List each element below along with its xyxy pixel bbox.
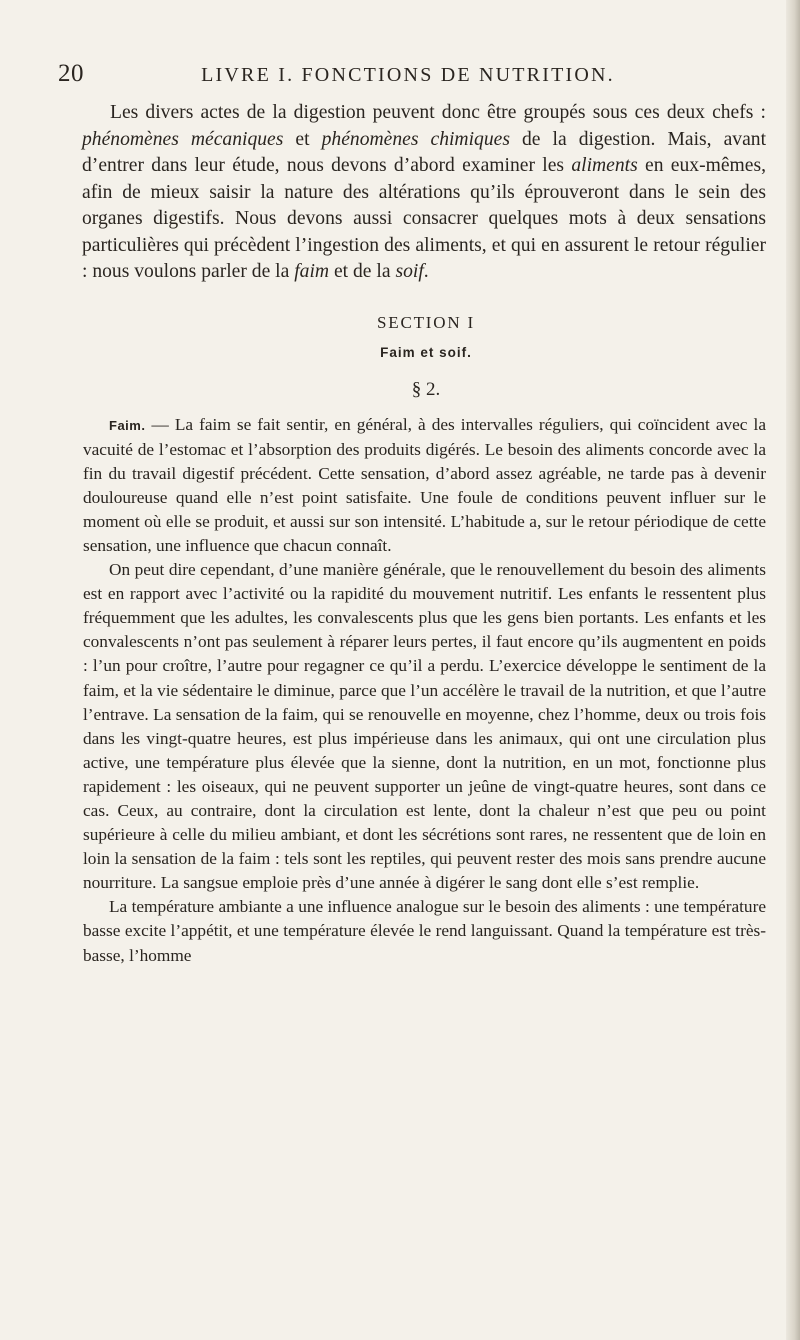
page-number: 20 (58, 60, 84, 87)
term-chemical: phénomènes chimiques (321, 128, 510, 150)
term-soif: soif (395, 261, 424, 282)
paragraph-faim-text: — La faim se fait sentir, en général, à des intervalles réguliers, qui coïncident avec la vacuité de l’estomac et l’absorption des produits digérés. Le besoin des aliments concorde avec la fin du travail digestif précédent. Cette sensation, d’abord assez agréable, ne tarde pas à devenir douloureuse quand elle n’est point satisfaite. Une foule de conditions peuvent influer sur le moment où elle se produit, et aussi sur son intensité. L’habitude a, sur le retour périodique de cette sensation, une influence que chacun connaît. (83, 414, 766, 555)
paragraph-faim (83, 413, 766, 559)
intro-text (82, 100, 766, 286)
intro-text-3: de la digestion. Mais, avant d’entrer dans leur étude, nous devons d’abord examiner les (82, 128, 767, 176)
page-header (58, 58, 758, 94)
intro-text-1: Les divers actes de la digestion peuvent donc être groupés sous ces deux chefs : (110, 102, 766, 123)
section-subtitle: Faim et soif. (380, 344, 472, 360)
intro-text-4: en eux-mêmes, afin de mieux saisir la nature des altérations qu’ils éprouveront dans le sein des organes digestifs. Nous devons aussi consacrer quelques mots à deux sensations particulières qui précèdent l’ingestion des aliments, et qui en assurent le retour régulier : nous voulons parler de la (82, 155, 766, 282)
term-faim: faim (294, 261, 330, 282)
term-aliments: aliments (571, 155, 638, 176)
main-text (83, 413, 766, 968)
intro-text-2: et (283, 128, 322, 150)
running-head: LIVRE I. FONCTIONS DE NUTRITION. (201, 64, 615, 86)
intro-text-6: . (423, 261, 429, 282)
section-title: SECTION I (377, 312, 475, 332)
intro-text-5: et de la (329, 261, 396, 282)
run-in-heading: Faim. (109, 417, 146, 433)
paragraph-renouvellement: On peut dire cependant, d’une manière générale, que le renouvellement du besoin des aliments est en rapport avec l’activité ou la rapidité du mouvement nutritif. Les enfants le ressentent plus fréquemment que les adultes, les convalescents plus que les gens bien portants. Les enfants et les convalescents n’ont pas seulement à réparer leurs pertes, il faut encore qu’ils augmentent en poids : l’un pour croître, l’autre pour regagner ce qu’il a perdu. L’exercice développe le sentiment de la faim, et la vie sédentaire le diminue, parce que l’un accélère le travail de la nutrition, et que l’autre l’entrave. La sensation de la faim, qui se renouvelle en moyenne, chez l’homme, deux ou trois fois dans les vingt-quatre heures, est plus impérieuse dans les animaux, qui ont une circulation plus active, une température plus élevée que la sienne, dont la nutrition, en un mot, fonctionne plus rapidement : les oiseaux, qui ne peuvent supporter un jeûne de vingt-quatre heures, sont dans ce cas. Ceux, au contraire, dont la circulation est lente, dont la chaleur n’est que peu ou point supérieure à celle du milieu ambiant, et dont les sécrétions sont rares, ne ressentent que de loin en loin la sensation de la faim : tels sont les reptiles, qui peuvent rester des mois sans prendre aucune nourriture. La sangsue emploie près d’une année à digérer le sang dont elle s’est remplie. (83, 560, 766, 893)
body-text (82, 100, 767, 968)
intro-paragraph (82, 100, 766, 286)
page-edge-shadow (786, 0, 800, 1340)
paragraph-temperature: La température ambiante a une influence analogue sur le besoin des aliments : une température basse excite l’appétit, et une température élevée le rend languissant. Quand la température est très-basse, l’homme (83, 897, 766, 965)
term-mechanical: phénomènes mécaniques (82, 128, 284, 150)
paragraph-number: § 2. (411, 378, 441, 400)
